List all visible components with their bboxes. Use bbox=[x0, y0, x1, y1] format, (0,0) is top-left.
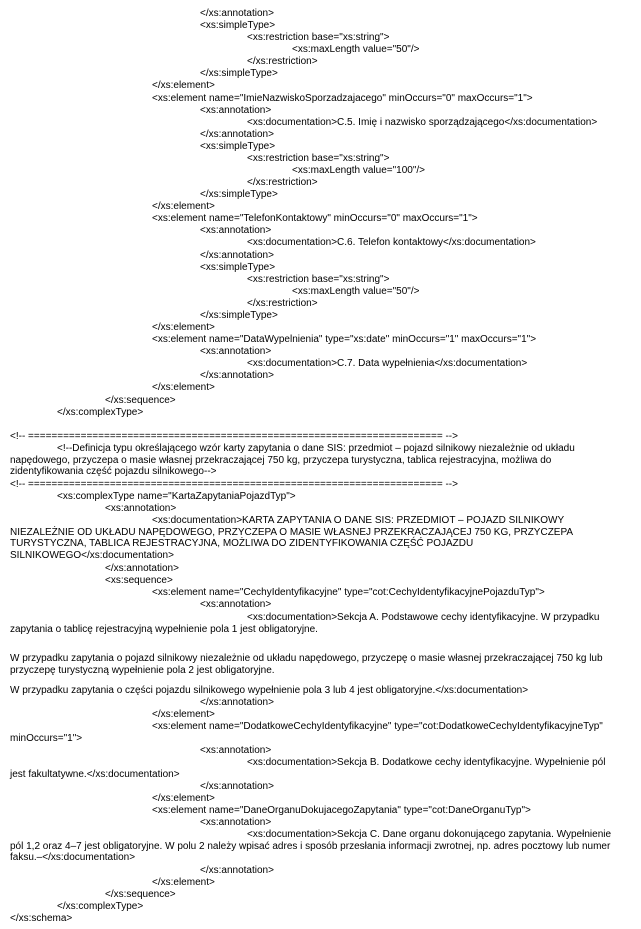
code-line: <xs:annotation> bbox=[200, 817, 272, 828]
code-line: </xs:annotation> bbox=[200, 697, 274, 708]
code-line: <xs:complexType name="KartaZapytaniaPojazdTyp"> bbox=[57, 491, 296, 502]
code-line: <xs:annotation> bbox=[200, 346, 272, 357]
code-line: <xs:maxLength value="100"/> bbox=[292, 165, 426, 176]
code-line: </xs:annotation> bbox=[200, 250, 274, 261]
code-line: </xs:annotation> bbox=[200, 8, 274, 19]
code-line: </xs:element> bbox=[152, 793, 215, 804]
code-line: <xs:annotation> bbox=[105, 503, 177, 514]
code-line: </xs:restriction> bbox=[247, 56, 318, 67]
code-line: <xs:documentation>C.5. Imię i nazwisko sporządzającego</xs:documentation> bbox=[247, 117, 598, 128]
comment-separator: <!-- ======================================================================= --> bbox=[10, 479, 458, 490]
code-line: </xs:simpleType> bbox=[200, 68, 278, 79]
comment-text: <!--Definicja typu określającego wzór karty zapytania o dane SIS: przedmiot – pojazd silnikowy niezależnie od układu napędowego, przyczepa o masie własnej przekraczającej 750 kg, przyczepa turystyczna, tablica rejestracyjna, możliwa do zidentyfikowania część pojazdu silnikowego--> bbox=[10, 443, 575, 477]
documentation-text: <xs:documentation>Sekcja C. Dane organu dokonującego zapytania. Wypełnienie pól 1,2 oraz 4–7 jest obligatoryjne. W polu 2 należy wpisać adres i sposób przesłania informacji zwrotnej, np. adres pocztowy lub numer faksu.–</xs:documentation> bbox=[10, 829, 612, 863]
code-line: <xs:documentation>C.7. Data wypełnienia</xs:documentation> bbox=[247, 358, 528, 369]
documentation-text: W przypadku zapytania o części pojazdu silnikowego wypełnienie pola 3 lub 4 jest obligatoryjne.</xs:documentation> bbox=[10, 685, 529, 696]
code-line: <xs:simpleType> bbox=[200, 141, 276, 152]
code-line: <xs:sequence> bbox=[105, 575, 173, 586]
code-line: </xs:complexType> bbox=[57, 901, 144, 912]
code-line: <xs:restriction base="xs:string"> bbox=[247, 274, 390, 285]
code-line: <xs:annotation> bbox=[200, 225, 272, 236]
code-line: </xs:restriction> bbox=[247, 298, 318, 309]
code-line: <xs:simpleType> bbox=[200, 262, 276, 273]
code-line: </xs:annotation> bbox=[200, 865, 274, 876]
code-line: <xs:restriction base="xs:string"> bbox=[247, 32, 390, 43]
documentation-heading: <xs:documentation>KARTA ZAPYTANIA O DANE SIS: PRZEDMIOT – POJAZD SILNIKOWY NIEZALEŻNIE OD UKŁADU NAPĘDOWEGO, PRZYCZEPA O MASIE WŁASNEJ PRZEKRACZAJĄCEJ 750 KG, PRZYCZEPA TURYSTYCZNA, TABLICA REJESTRACYJNA, MOŻLIWA DO ZIDENTYFIKOWANIA CZĘŚĆ POJAZDU SILNIKOWEGO</xs:documentation> bbox=[10, 515, 573, 561]
code-line: <xs:element name="DataWypelnienia" type="xs:date" minOccurs="1" maxOccurs="1"> bbox=[152, 334, 537, 345]
code-line: </xs:simpleType> bbox=[200, 189, 278, 200]
code-line: <xs:element name="DodatkoweCechyIdentyfikacyjne" type="cot:DodatkoweCechyIdentyfikacyjneTyp" minOccurs="1"> bbox=[10, 721, 603, 744]
code-line: </xs:restriction> bbox=[247, 177, 318, 188]
code-line: <xs:documentation>C.6. Telefon kontaktowy</xs:documentation> bbox=[247, 237, 536, 248]
code-line: </xs:element> bbox=[152, 877, 215, 888]
code-line: </xs:element> bbox=[152, 382, 215, 393]
code-line: </xs:annotation> bbox=[200, 781, 274, 792]
code-line: </xs:element> bbox=[152, 201, 215, 212]
code-line: <xs:element name="TelefonKontaktowy" minOccurs="0" maxOccurs="1"> bbox=[152, 213, 478, 224]
code-line: <xs:annotation> bbox=[200, 599, 272, 610]
documentation-text: <xs:documentation>Sekcja A. Podstawowe cechy identyfikacyjne. W przypadku zapytania o tablicę rejestracyjną wypełnienie pola 1 jest obligatoryjne. bbox=[10, 612, 600, 635]
documentation-text: W przypadku zapytania o pojazd silnikowy niezależnie od układu napędowego, przyczepę o masie własnej przekraczającej 750 kg lub przyczepę turystyczną wypełnienie pola 2 jest obligatoryjne. bbox=[10, 653, 603, 676]
code-line: </xs:annotation> bbox=[200, 129, 274, 140]
code-line: <xs:element name="DaneOrganuDokujacegoZapytania" type="cot:DaneOrganuTyp"> bbox=[152, 805, 531, 816]
code-line: </xs:simpleType> bbox=[200, 310, 278, 321]
code-line: <xs:element name="CechyIdentyfikacyjne" type="cot:CechyIdentyfikacyjnePojazduTyp"> bbox=[152, 587, 545, 598]
code-line: <xs:annotation> bbox=[200, 105, 272, 116]
code-line: <xs:annotation> bbox=[200, 745, 272, 756]
code-line: </xs:element> bbox=[152, 80, 215, 91]
code-line: </xs:annotation> bbox=[200, 370, 274, 381]
comment-separator: <!-- ======================================================================= --> bbox=[10, 431, 458, 442]
code-line: <xs:maxLength value="50"/> bbox=[292, 44, 420, 55]
code-line: </xs:schema> bbox=[10, 913, 73, 924]
code-line: </xs:element> bbox=[152, 709, 215, 720]
code-line: </xs:complexType> bbox=[57, 407, 144, 418]
code-line: <xs:simpleType> bbox=[200, 20, 276, 31]
code-line: </xs:sequence> bbox=[105, 889, 176, 900]
documentation-text: <xs:documentation>Sekcja B. Dodatkowe cechy identyfikacyjne. Wypełnienie pól jest fakultatywne.</xs:documentation> bbox=[10, 757, 606, 780]
code-line: </xs:sequence> bbox=[105, 395, 176, 406]
code-line: </xs:element> bbox=[152, 322, 215, 333]
code-line: <xs:restriction base="xs:string"> bbox=[247, 153, 390, 164]
code-line: <xs:element name="ImieNazwiskoSporzadzajacego" minOccurs="0" maxOccurs="1"> bbox=[152, 93, 533, 104]
code-line: </xs:annotation> bbox=[105, 563, 179, 574]
code-line: <xs:maxLength value="50"/> bbox=[292, 286, 420, 297]
